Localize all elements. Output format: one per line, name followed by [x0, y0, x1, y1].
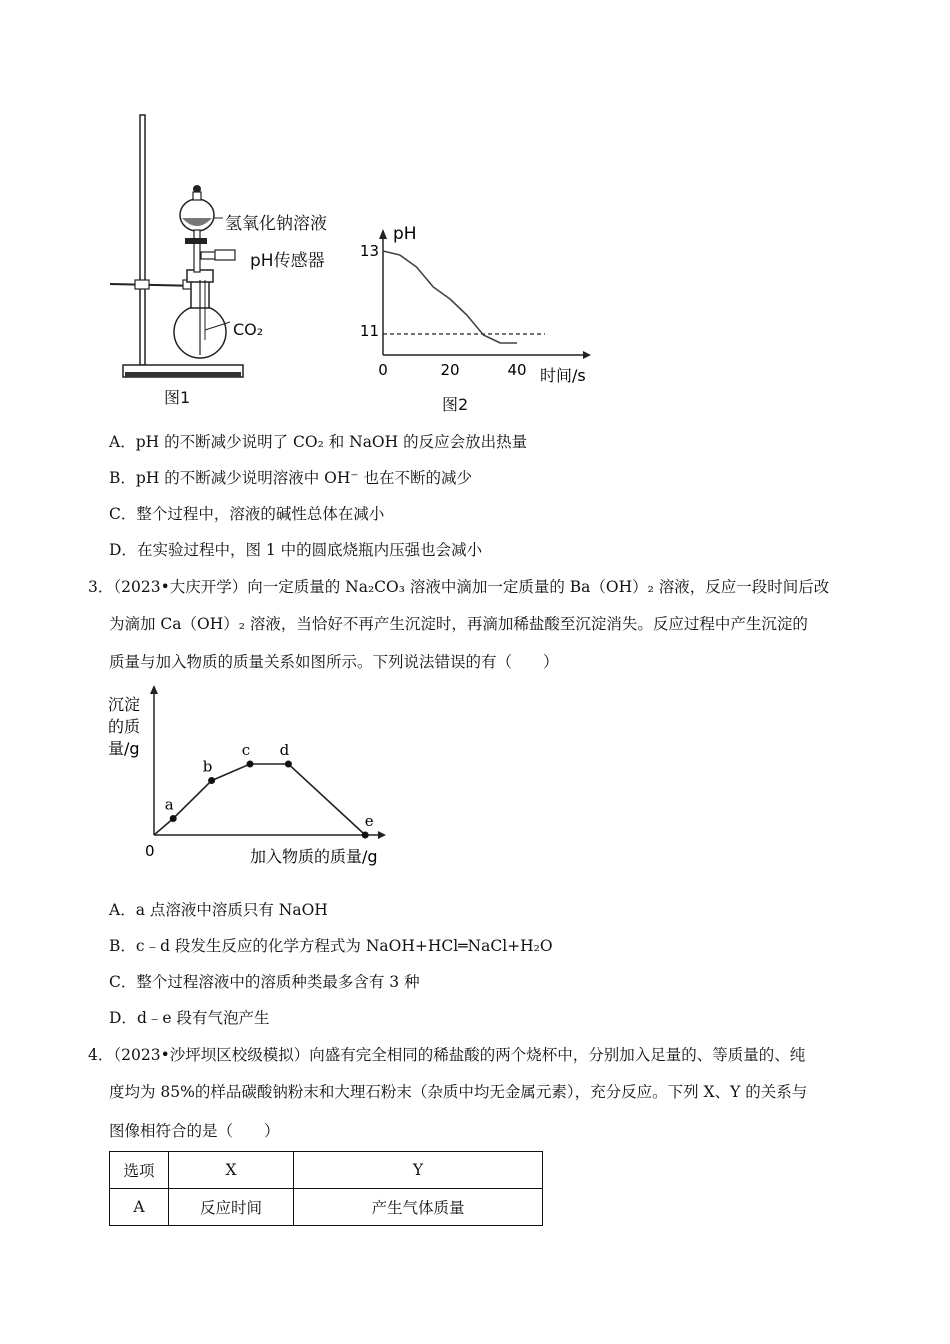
- q2-option-c: C．整个过程中，溶液的碱性总体在减小: [109, 505, 385, 523]
- y-axis-arrow: [150, 685, 158, 694]
- figure1-caption: 图1: [164, 388, 191, 407]
- point-a: [170, 815, 177, 822]
- point-e: [362, 832, 369, 839]
- sensor-label: pH传感器: [250, 251, 325, 271]
- x-tick-label: 40: [507, 361, 527, 379]
- q4-stem-line1: 4．（2023•沙坪坝区校级模拟）向盛有完全相同的稀盐酸的两个烧杯中，分别加入足量的、等质量的、纯: [88, 1046, 806, 1064]
- y-axis-label: 沉淀: [108, 695, 141, 714]
- point-label: b: [202, 757, 213, 776]
- point-label: e: [364, 812, 374, 830]
- stand-rod: [140, 115, 145, 365]
- precipitate-chart: [100, 680, 400, 870]
- y-axis-label: 量/g: [108, 739, 140, 758]
- q2-option-d: D．在实验过程中，图 1 中的圆底烧瓶内压强也会减小: [109, 541, 483, 559]
- table-header-row: [110, 1152, 543, 1189]
- q3-stem-line3: 质量与加入物质的质量关系如图所示。下列说法错误的有（ ）: [109, 653, 559, 671]
- x-axis-label: 时间/s: [540, 366, 586, 385]
- q3-option-a: A．a 点溶液中溶质只有 NaOH: [109, 901, 328, 919]
- x-axis-arrow: [583, 351, 591, 359]
- point-c: [247, 761, 254, 768]
- point-label: c: [241, 741, 251, 760]
- y-axis-label: pH: [393, 224, 417, 244]
- table-cell: A: [110, 1189, 169, 1226]
- precipitate-series-line: [154, 764, 365, 835]
- y-tick-label: 11: [359, 322, 379, 340]
- q3-stem-line1: 3．（2023•大庆开学）向一定质量的 Na₂CO₃ 溶液中滴加一定质量的 Ba（OH）₂ 溶液，反应一段时间后改: [88, 578, 830, 596]
- point-d: [285, 761, 292, 768]
- funnel-label: 氢氧化钠溶液: [225, 214, 327, 234]
- table-header-cell: Y: [294, 1152, 543, 1189]
- y-tick-label: 13: [359, 242, 379, 260]
- separatory-funnel: [180, 199, 214, 231]
- ph-series-line: [383, 251, 517, 343]
- y-axis-arrow: [379, 229, 387, 239]
- q3-option-d: D．d﹣e 段有气泡产生: [109, 1009, 270, 1027]
- table-header-cell: X: [169, 1152, 294, 1189]
- table-cell: 反应时间: [169, 1189, 294, 1226]
- q2-option-a: A．pH 的不断减少说明了 CO₂ 和 NaOH 的反应会放出热量: [109, 433, 528, 451]
- table-cell: 产生气体质量: [294, 1189, 543, 1226]
- q4-stem-line3: 图像相符合的是（ ）: [109, 1122, 280, 1140]
- q3-option-b: B．c﹣d 段发生反应的化学方程式为 NaOH+HCl═NaCl+H₂O: [109, 937, 553, 955]
- y-axis-label: 的质: [108, 717, 141, 736]
- table-row: [110, 1189, 543, 1226]
- q2-option-b: B．pH 的不断减少说明溶液中 OH⁻ 也在不断的减少: [109, 469, 473, 487]
- x-tick-label: 0: [378, 361, 388, 379]
- q4-stem-line2: 度均为 85%的样品碳酸钠粉末和大理石粉末（杂质中均无金属元素），充分反应。下列 X、Y 的关系与: [109, 1083, 808, 1101]
- x-axis-label: 加入物质的质量/g: [250, 847, 378, 866]
- origin-label: 0: [145, 842, 155, 860]
- point-label: a: [164, 795, 174, 814]
- q3-stem-line2: 为滴加 Ca（OH）₂ 溶液，当恰好不再产生沉淀时，再滴加稀盐酸至沉淀消失。反应过程中产生沉淀的: [109, 615, 808, 633]
- x-tick-label: 20: [440, 361, 460, 379]
- x-axis-arrow: [378, 831, 386, 839]
- q3-option-c: C．整个过程溶液中的溶质种类最多含有 3 种: [109, 973, 420, 991]
- table-header-cell: 选项: [110, 1152, 169, 1189]
- figure2-caption: 图2: [442, 395, 469, 414]
- ph-chart: [355, 215, 605, 390]
- q4-table: [109, 1151, 543, 1226]
- flask-label: CO₂: [233, 320, 264, 339]
- point-b: [208, 777, 215, 784]
- point-label: d: [279, 741, 290, 760]
